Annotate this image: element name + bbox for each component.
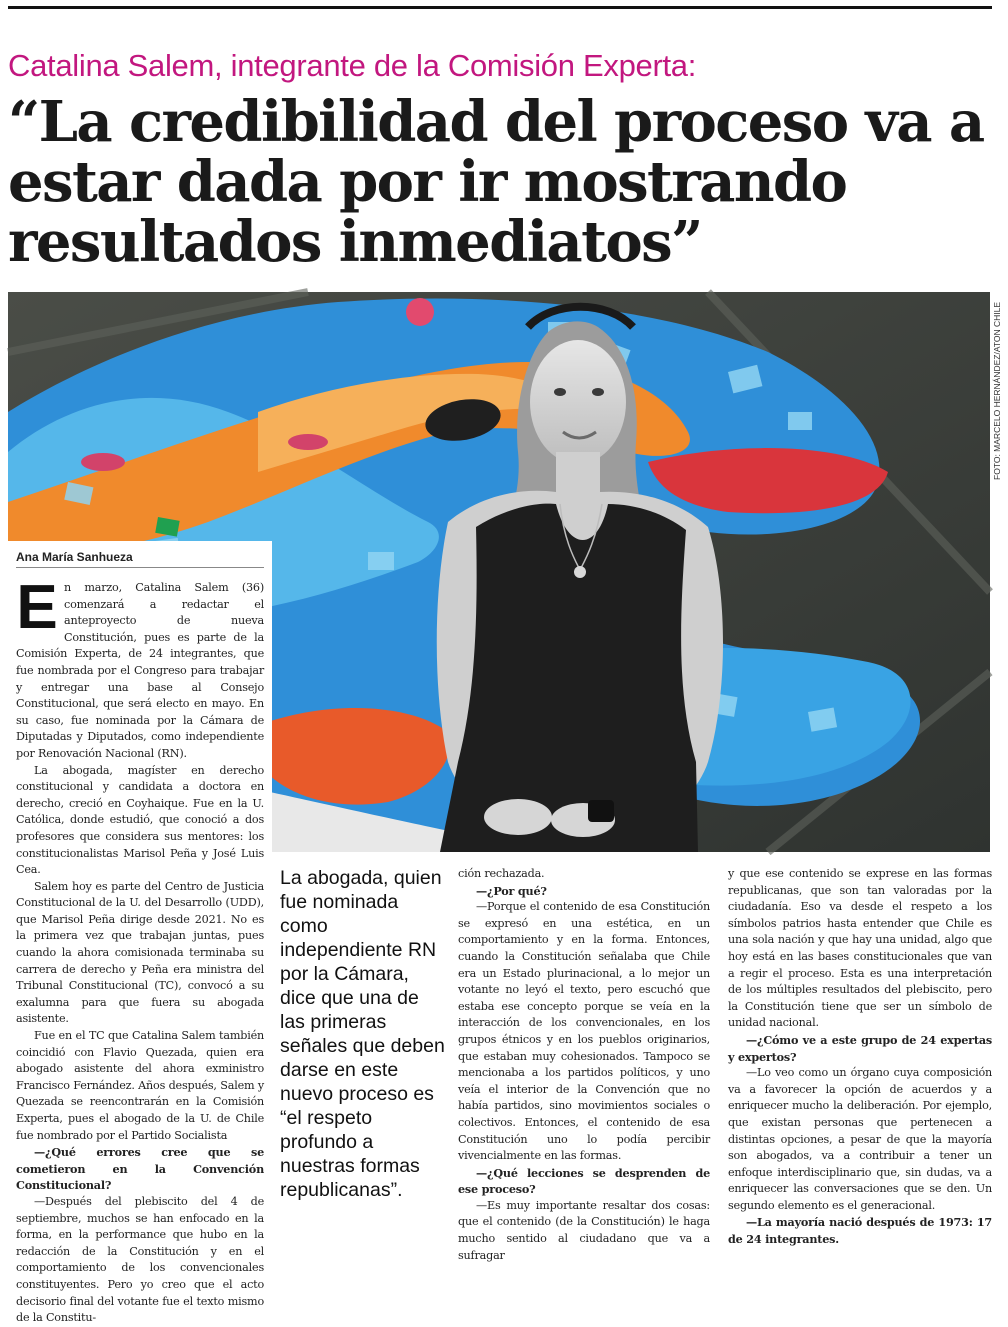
paragraph: —Lo veo como un órgano cuya composición va a favorecer la opción de acuerdos y a enriquecer mucho la deliberación. Por ejemplo, que existan personas que pertenecen a distintas opciones, a pesar de que la mayoría son abogados, va a contribuir a tener un enfoque interdisciplinario que, sin dudas, va a enriquecer las conversaciones que se den. Un segundo elemento es el generacional.	[728, 1066, 992, 1212]
paragraph: —Porque el contenido de esa Constitución se expresó en una estética, en un comportamiento y en la forma. Entonces, cuando la Constitución señalaba que Chile era un Estado plurinacional, a lo mejor un votante no leyó el texto, pero escuchó que estaba ese concepto porque se veía en la interacción de los convencionales, en los grupos étnicos y en los pueblos originarios, que estaban muy cohesionados. Tampoco se mencionaba a los partidos políticos, y uno veía el interior de la Convención que no había partidos, sino movimientos sociales o colectivos. Entonces, el contenido de esa Constitución uno lo podía percibir vivencialmente en las formas.	[458, 900, 710, 1163]
lead-paragraph: En marzo, Catalina Salem (36) comenzará a redactar el anteproyecto de nueva Constitución, pues es parte de la Comisión Experta, de 24 integrantes, que fue nombrada por el Congreso para trabajar y entregar una base al Consejo Constitucional, que será electo en mayo. En su caso, fue nominada por la Cámara de Diputadas y Diputados, como independiente por Renovación Nacional (RN).	[16, 573, 264, 760]
article-column-3	[458, 866, 710, 1264]
paragraph: y que ese contenido se exprese en las formas republicanas, que son tan valoradas por la ciudadanía. Eso va desde el respeto a los símbolos patrios hasta entender que Chile es una sola nación y que hay una unidad, algo que hoy está en las bases constitucionales que van a regir el proceso. Esta es una interpretación de los múltiples resultados del plebiscito, pero la Constitución tiene que ser un símbolo de unidad nacional.	[728, 867, 992, 1030]
byline: Ana María Sanhueza	[16, 550, 133, 564]
article-column-4	[728, 866, 992, 1248]
headline: “La credibilidad del proceso va a estar dada por ir mostrando resultados inmediatos”	[8, 89, 984, 275]
paragraph: La abogada, magíster en derecho constitucional y candidata a doctora en derecho, creció en Coyhaique. Fue en la U. Católica, donde estudió, que conoció a dos profesores que considera sus mentores: los constitucionalistas Marisol Peña y José Luis Cea.	[16, 763, 264, 877]
question: —¿Qué lecciones se desprenden de ese proceso?	[458, 1165, 710, 1197]
paragraph: —Después del plebiscito del 4 de septiembre, muchos se han enfocado en la forma, en la performance que hubo en la redacción de la Constitución y en el comportamiento de los convencionales constituyentes. Pero yo creo que el acto decisorio final del votante fue el texto mismo de la Constitu-	[16, 1194, 264, 1325]
drop-cap: E	[16, 573, 58, 642]
question: —¿Qué errores cree que se cometieron en la Convención Constitucional?	[16, 1145, 264, 1193]
kicker: Catalina Salem, integrante de la Comisión Experta:	[8, 48, 697, 83]
article-column-1	[16, 573, 264, 1327]
paragraph: —Es muy importante resaltar dos cosas: que el contenido (de la Constitución) le haga mucho sentido al ciudadano que va a sufragar	[458, 1198, 710, 1262]
paragraph: ción rechazada.	[458, 867, 545, 880]
question: —¿Cómo ve a este grupo de 24 expertas y expertos?	[728, 1032, 992, 1064]
paragraph: Salem hoy es parte del Centro de Justicia Constitucional de la U. del Desarrollo (UDD), que Marisol Peña dirige desde 2021. No es la primera vez que trabajan juntas, pues cuando la ahora comisionada terminaba su carrera de derecho y Peña era ministra del Tribunal Constitucional (TC), convocó a su exalumna para que fuera su abogada asistente.	[16, 879, 264, 1026]
photo-credit: FOTO: MARCELO HERNÁNDEZ/ATON CHILE	[992, 301, 1002, 480]
byline-rule	[16, 567, 264, 568]
question: —¿Por qué?	[476, 883, 547, 898]
top-rule	[8, 6, 992, 9]
question: —La mayoría nació después de 1973: 17 de 24 integrantes.	[728, 1215, 992, 1247]
pull-quote: La abogada, quien fue nominada como independiente RN por la Cámara, dice que una de las primeras señales que deben darse en este nuevo proceso es “el respeto profundo a nuestras formas republicanas”.	[280, 867, 445, 1201]
paragraph: Fue en el TC que Catalina Salem también coincidió con Flavio Quezada, quien era abogado asistente del ahora exministro Francisco Fernández. Años después, Salem y Quezada se reencontrarán en la Comisión Experta, pues el abogado de la U. de Chile fue nombrado por el Partido Socialista	[16, 1029, 264, 1142]
